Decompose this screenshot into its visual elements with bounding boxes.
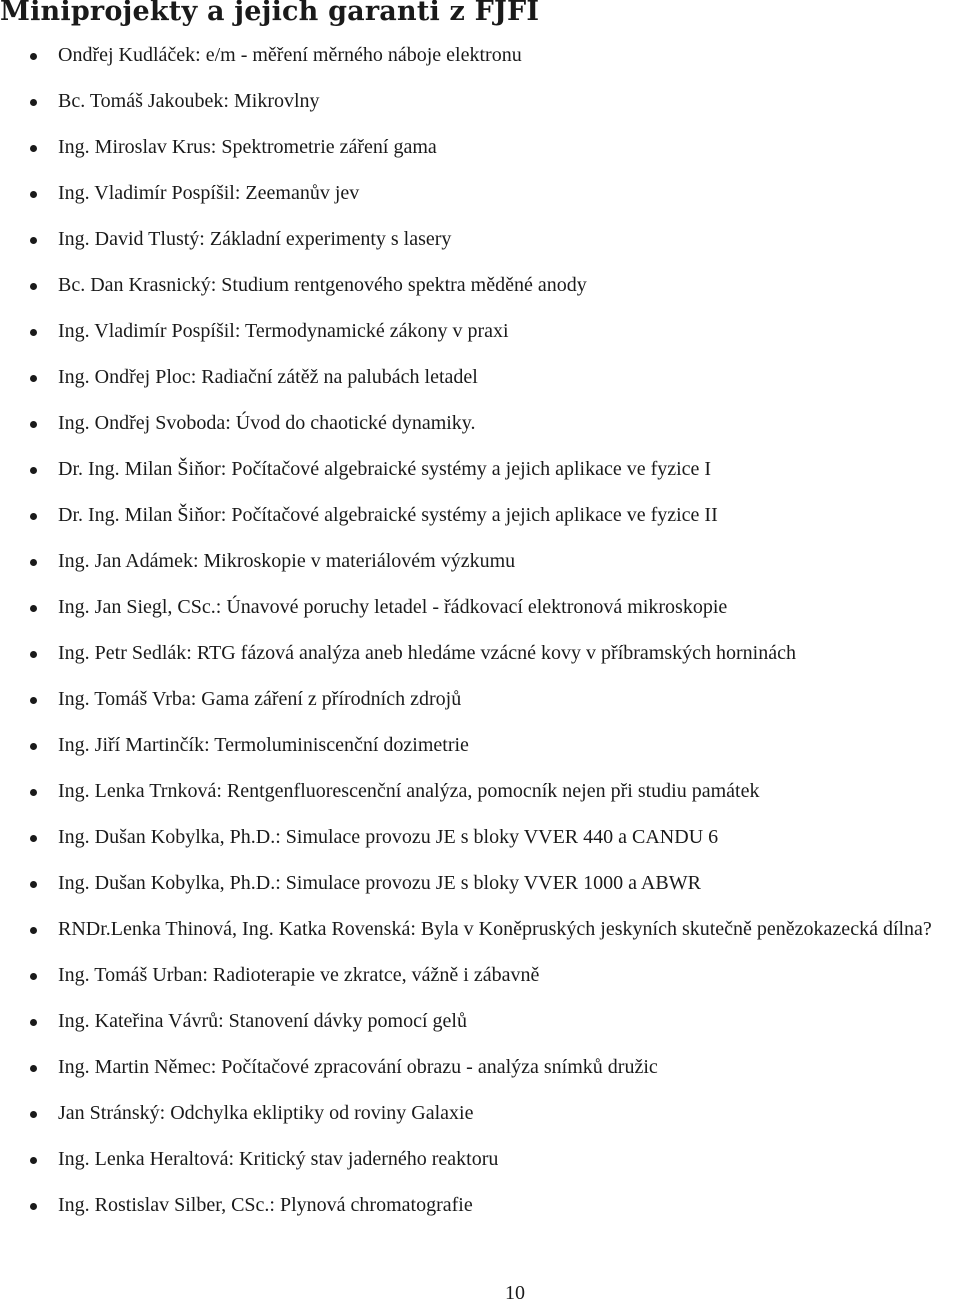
bullet-icon [30, 191, 37, 198]
list-item-text: Ing. Ondřej Svoboda: Úvod do chaotické dynamiky. [58, 412, 476, 434]
list-item [0, 42, 960, 70]
list-item-text: Ing. Ondřej Ploc: Radiační zátěž na palubách letadel [58, 366, 478, 388]
list-item [0, 410, 960, 438]
list-item-text: Bc. Tomáš Jakoubek: Mikrovlny [58, 90, 320, 112]
bullet-icon [30, 605, 37, 612]
list-item [0, 318, 960, 346]
bullet-icon [30, 651, 37, 658]
list-item-text: RNDr.Lenka Thinová, Ing. Katka Rovenská: Byla v Koněpruských jeskyních skutečně penězokazecká dílna? [58, 918, 932, 940]
list-item-text: Ing. Tomáš Vrba: Gama záření z přírodních zdrojů [58, 688, 462, 710]
list-item-text: Ing. Jan Adámek: Mikroskopie v materiálovém výzkumu [58, 550, 516, 572]
list-item [0, 778, 960, 806]
bullet-icon [30, 559, 37, 566]
list-item-text: Ondřej Kudláček: e/m - měření měrného náboje elektronu [58, 44, 522, 66]
list-item-text: Dr. Ing. Milan Šiňor: Počítačové algebraické systémy a jejich aplikace ve fyzice II [58, 504, 718, 526]
list-item [0, 88, 960, 116]
list-item [0, 1100, 960, 1128]
bullet-icon [30, 835, 37, 842]
list-item [0, 226, 960, 254]
bullet-icon [30, 375, 37, 382]
list-item-text: Ing. Rostislav Silber, CSc.: Plynová chromatografie [58, 1194, 473, 1216]
list-item [0, 870, 960, 898]
bullet-icon [30, 1019, 37, 1026]
project-list [0, 42, 960, 1238]
list-item [0, 1054, 960, 1082]
list-item-text: Ing. Jan Siegl, CSc.: Únavové poruchy letadel - řádkovací elektronová mikroskopie [58, 596, 728, 618]
bullet-icon [30, 743, 37, 750]
list-item-text: Ing. Miroslav Krus: Spektrometrie záření gama [58, 136, 437, 158]
list-item [0, 1192, 960, 1220]
page-number: 10 [505, 1282, 525, 1304]
list-item-text: Ing. Vladimír Pospíšil: Zeemanův jev [58, 182, 360, 204]
list-item [0, 1008, 960, 1036]
list-item-text: Ing. Martin Němec: Počítačové zpracování obrazu - analýza snímků družic [58, 1056, 658, 1078]
list-item-text: Jan Stránský: Odchylka ekliptiky od roviny Galaxie [58, 1102, 474, 1124]
list-item [0, 272, 960, 300]
bullet-icon [30, 467, 37, 474]
bullet-icon [30, 1157, 37, 1164]
list-item-text: Ing. Dušan Kobylka, Ph.D.: Simulace provozu JE s bloky VVER 1000 a ABWR [58, 872, 701, 894]
bullet-icon [30, 329, 37, 336]
list-item [0, 640, 960, 668]
bullet-icon [30, 881, 37, 888]
list-item [0, 134, 960, 162]
list-item [0, 686, 960, 714]
list-item-text: Ing. Kateřina Vávrů: Stanovení dávky pomocí gelů [58, 1010, 467, 1032]
list-item [0, 594, 960, 622]
bullet-icon [30, 421, 37, 428]
list-item-text: Ing. David Tlustý: Základní experimenty s lasery [58, 228, 452, 250]
list-item [0, 456, 960, 484]
list-item-text: Ing. Tomáš Urban: Radioterapie ve zkratce, vážně i zábavně [58, 964, 540, 986]
page-title: Miniprojekty a jejich garanti z FJFI [0, 0, 540, 27]
list-item [0, 824, 960, 852]
list-item [0, 1146, 960, 1174]
list-item-text: Ing. Lenka Trnková: Rentgenfluorescenční analýza, pomocník nejen při studiu památek [58, 780, 760, 802]
list-item-text: Ing. Lenka Heraltová: Kritický stav jaderného reaktoru [58, 1148, 499, 1170]
list-item [0, 732, 960, 760]
bullet-icon [30, 145, 37, 152]
list-item [0, 548, 960, 576]
bullet-icon [30, 1065, 37, 1072]
bullet-icon [30, 99, 37, 106]
bullet-icon [30, 1203, 37, 1210]
bullet-icon [30, 927, 37, 934]
list-item [0, 502, 960, 530]
list-item-text: Ing. Vladimír Pospíšil: Termodynamické zákony v praxi [58, 320, 509, 342]
list-item-text: Ing. Dušan Kobylka, Ph.D.: Simulace provozu JE s bloky VVER 440 a CANDU 6 [58, 826, 719, 848]
bullet-icon [30, 237, 37, 244]
list-item [0, 180, 960, 208]
list-item-text: Ing. Jiří Martinčík: Termoluminiscenční dozimetrie [58, 734, 469, 756]
list-item-text: Ing. Petr Sedlák: RTG fázová analýza aneb hledáme vzácné kovy v příbramských horninách [58, 642, 796, 664]
bullet-icon [30, 789, 37, 796]
list-item [0, 916, 938, 944]
bullet-icon [30, 973, 37, 980]
bullet-icon [30, 697, 37, 704]
list-item-text: Dr. Ing. Milan Šiňor: Počítačové algebraické systémy a jejich aplikace ve fyzice I [58, 458, 712, 480]
bullet-icon [30, 513, 37, 520]
list-item-text: Bc. Dan Krasnický: Studium rentgenového spektra měděné anody [58, 274, 587, 296]
list-item [0, 364, 960, 392]
list-item [0, 962, 960, 990]
bullet-icon [30, 1111, 37, 1118]
bullet-icon [30, 53, 37, 60]
bullet-icon [30, 283, 37, 290]
